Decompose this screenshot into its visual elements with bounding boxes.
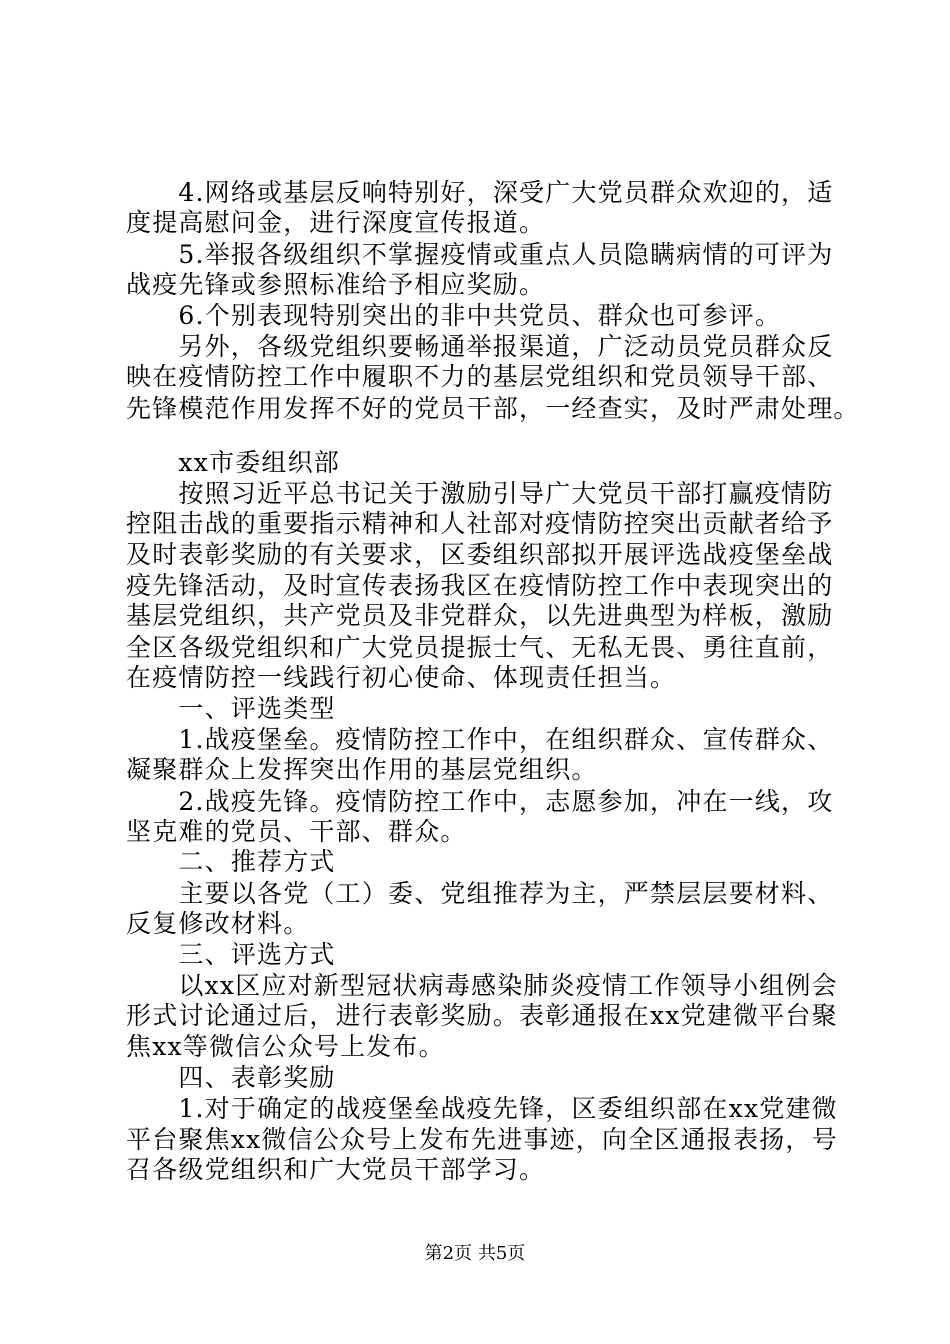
body-line: 战疫先锋或参照标准给予相应奖励。 [126, 270, 546, 299]
body-line: 坚克难的党员、干部、群众。 [126, 817, 467, 846]
body-line: 另外，各级党组织要畅通举报渠道，广泛动员党员群众反 [126, 332, 834, 361]
body-line: 1.战疫堡垒。疫情防控工作中，在组织群众、宣传群众、 [126, 725, 834, 754]
body-line: 映在疫情防控工作中履职不力的基层党组织和党员领导干部、 [126, 362, 834, 391]
body-line: 反复修改材料。 [126, 909, 310, 938]
body-line: 1.对于确定的战疫堡垒战疫先锋，区委组织部在xx党建微 [126, 1094, 838, 1123]
body-line: 2.战疫先锋。疫情防控工作中，志愿参加，冲在一线，攻 [126, 787, 834, 816]
body-line: 以xx区应对新型冠状病毒感染肺炎疫情工作领导小组例会 [126, 971, 838, 1000]
body-line: 主要以各党（工）委、党组推荐为主，严禁层层要材料、 [126, 879, 834, 908]
body-line: 控阻击战的重要指示精神和人社部对疫情防控突出贡献者给予 [126, 509, 834, 538]
body-line: 平台聚焦xx微信公众号上发布先进事迹，向全区通报表扬，号 [126, 1125, 838, 1154]
body-line: 全区各级党组织和广大党员提振士气、无私无畏、勇往直前， [126, 633, 834, 662]
page-number-footer: 第2页 共5页 [424, 1243, 526, 1264]
body-line: 召各级党组织和广大党员干部学习。 [126, 1155, 546, 1184]
signature-line: xx市委组织部 [126, 448, 340, 477]
body-line: 基层党组织，共产党员及非党群众，以先进典型为样板，激励 [126, 601, 834, 630]
body-line: 度提高慰问金，进行深度宣传报道。 [126, 208, 546, 237]
body-line: 先锋模范作用发挥不好的党员干部，一经查实，及时严肃处理。 [126, 394, 860, 423]
body-line: 5.举报各级组织不掌握疫情或重点人员隐瞒病情的可评为 [126, 240, 834, 269]
body-line: 6.个别表现特别突出的非中共党员、群众也可参评。 [126, 301, 782, 330]
body-line: 焦xx等微信公众号上发布。 [126, 1032, 445, 1061]
body-line: 及时表彰奖励的有关要求，区委组织部拟开展评选战疫堡垒战 [126, 540, 834, 569]
body-line: 在疫情防控一线践行初心使命、体现责任担当。 [126, 663, 677, 692]
section-heading: 四、表彰奖励 [126, 1063, 336, 1092]
body-line: 形式讨论通过后，进行表彰奖励。表彰通报在xx党建微平台聚 [126, 1001, 838, 1030]
body-line: 凝聚群众上发挥突出作用的基层党组织。 [126, 755, 598, 784]
section-heading: 三、评选方式 [126, 940, 336, 969]
body-line: 4.网络或基层反响特别好，深受广大党员群众欢迎的，适 [126, 178, 834, 207]
body-line: 按照习近平总书记关于激励引导广大党员干部打赢疫情防 [126, 479, 834, 508]
section-heading: 一、评选类型 [126, 694, 336, 723]
body-line: 疫先锋活动，及时宣传表扬我区在疫情防控工作中表现突出的 [126, 571, 834, 600]
section-heading: 二、推荐方式 [126, 847, 336, 876]
